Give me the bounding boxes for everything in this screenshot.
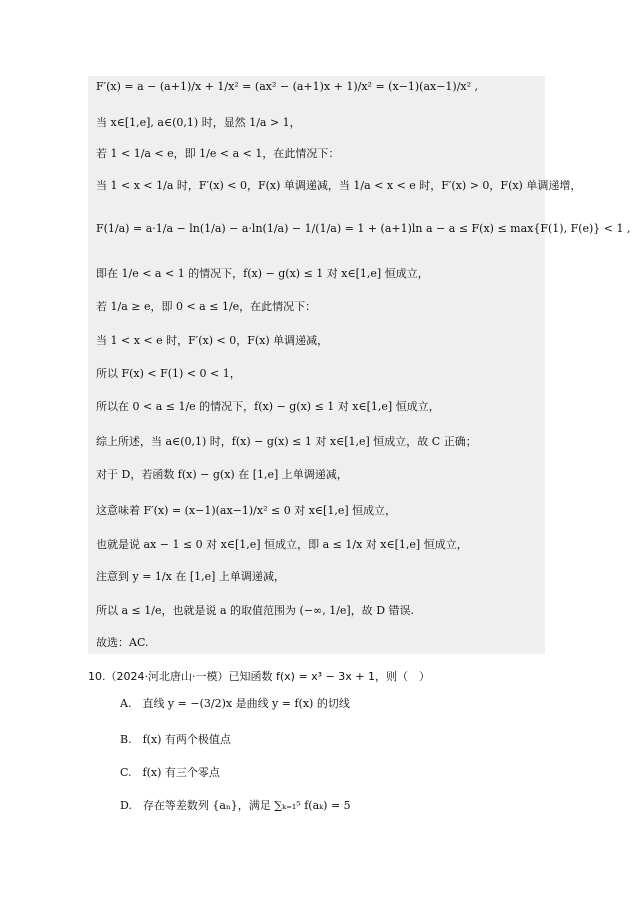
solution-line: 当 1 < x < e 时，F′(x) < 0，F(x) 单调递减， xyxy=(96,334,329,347)
solution-line: 所以 F(x) < F(1) < 0 < 1， xyxy=(96,367,241,380)
solution-line: 当 x∈[1,e], a∈(0,1) 时，显然 1/a > 1， xyxy=(96,116,301,129)
option-c: C. f(x) 有三个零点 xyxy=(120,766,220,779)
solution-line: 所以 a ≤ 1/e，也就是说 a 的取值范围为 (−∞, 1/e]，故 D 错误. xyxy=(96,604,415,617)
solution-line: 这意味着 F′(x) = (x−1)(ax−1)/x² ≤ 0 对 x∈[1,e] 恒成立， xyxy=(96,504,397,517)
solution-line: 注意到 y = 1/x 在 [1,e] 上单调递减， xyxy=(96,570,285,583)
solution-line: 也就是说 ax − 1 ≤ 0 对 x∈[1,e] 恒成立，即 a ≤ 1/x 对 x∈[1,e] 恒成立， xyxy=(96,538,468,551)
solution-line: 综上所述，当 a∈(0,1) 时，f(x) − g(x) ≤ 1 对 x∈[1,e] 恒成立，故 C 正确； xyxy=(96,435,477,448)
solution-line: 若 1/a ≥ e，即 0 < a ≤ 1/e，在此情况下： xyxy=(96,300,317,313)
solution-line: 若 1 < 1/a < e，即 1/e < a < 1，在此情况下： xyxy=(96,147,340,160)
solution-line: F′(x) = a − (a+1)/x + 1/x² = (ax² − (a+1)x + 1)/x² = (x−1)(ax−1)/x² , xyxy=(96,80,479,93)
option-d: D. 存在等差数列 {aₙ}，满足 ∑ₖ₌₁⁵ f(aₖ) = 5 xyxy=(120,799,351,812)
option-a: A. 直线 y = −(3/2)x 是曲线 y = f(x) 的切线 xyxy=(120,697,350,710)
solution-line: 对于 D，若函数 f(x) − g(x) 在 [1,e] 上单调递减， xyxy=(96,468,348,481)
solution-line: 所以在 0 < a ≤ 1/e 的情况下，f(x) − g(x) ≤ 1 对 x∈[1,e] 恒成立， xyxy=(96,400,440,413)
option-b: B. f(x) 有两个极值点 xyxy=(120,733,231,746)
solution-line: 即在 1/e < a < 1 的情况下，f(x) − g(x) ≤ 1 对 x∈[1,e] 恒成立， xyxy=(96,267,429,280)
solution-block xyxy=(88,76,545,654)
solution-line: F(1/a) = a·1/a − ln(1/a) − a·ln(1/a) − 1/(1/a) = 1 + (a+1)ln a − a ≤ F(x) ≤ max{F(1), F(e)} < 1 , xyxy=(96,222,631,235)
question-stem: 10.（2024·河北唐山·一模）已知函数 f(x) = x³ − 3x + 1，则（ ） xyxy=(88,670,430,683)
solution-line: 当 1 < x < 1/a 时，F′(x) < 0，F(x) 单调递减，当 1/a < x < e 时，F′(x) > 0，F(x) 单调递增， xyxy=(96,179,582,192)
solution-line: 故选：AC. xyxy=(96,636,149,649)
